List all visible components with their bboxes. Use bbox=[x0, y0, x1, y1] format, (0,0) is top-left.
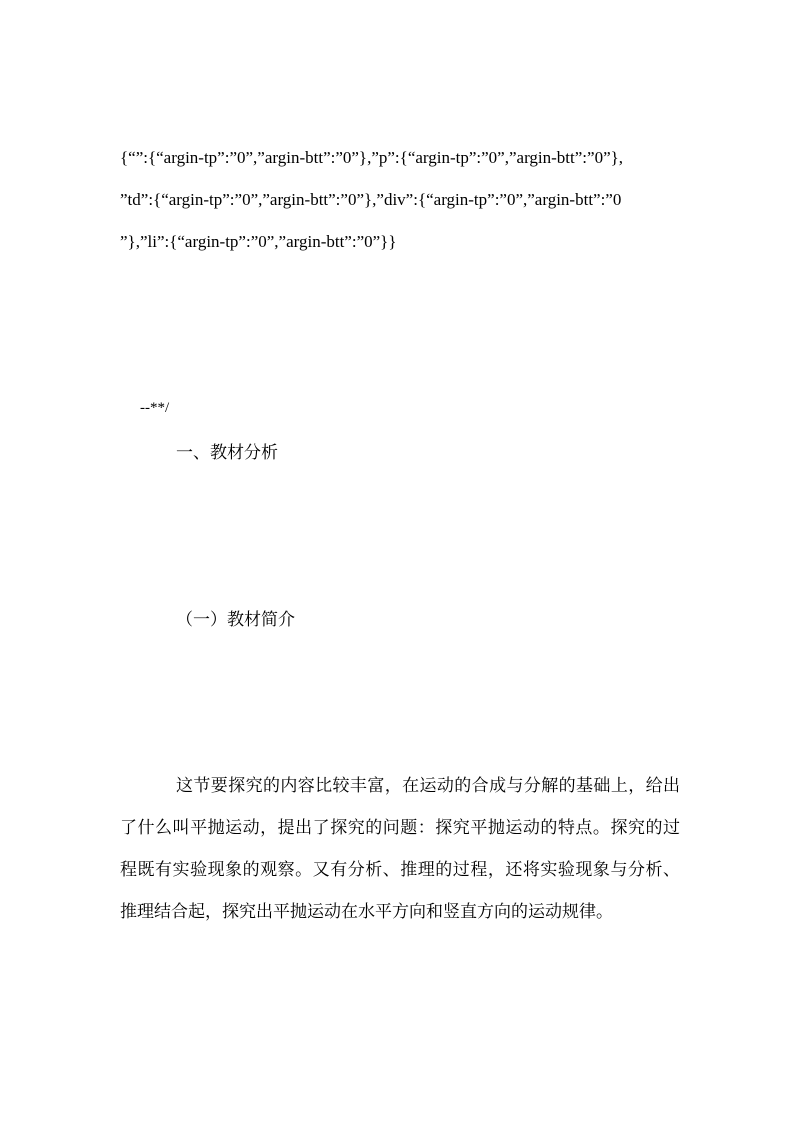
code-line-3: ”},”li”:{“argin-tp”:”0”,”argin-btt”:”0”}} bbox=[120, 232, 397, 251]
subsection-heading: （一）教材简介 bbox=[176, 610, 295, 630]
code-line-2: ”td”:{“argin-tp”:”0”,”argin-btt”:”0”},”div”:{“argin-tp”:”0”,”argin-btt”:”0 bbox=[120, 190, 622, 209]
body-paragraph: 这节要探究的内容比较丰富，在运动的合成与分解的基础上，给出了什么叫平抛运动，提出了探究的问题：探究平抛运动的特点。探究的过程既有实验现象的观察。又有分析、推理的过程，还将实验现象与分析、推理结合起，探究出平抛运动在水平方向和竖直方向的运动规律。 bbox=[120, 776, 680, 922]
section-heading: 一、教材分析 bbox=[176, 443, 278, 463]
code-line-1: {“”:{“argin-tp”:”0”,”argin-btt”:”0”},”p”:{“argin-tp”:”0”,”argin-btt”:”0”}, bbox=[120, 148, 624, 167]
comment-end-marker: --**/ bbox=[140, 400, 170, 416]
